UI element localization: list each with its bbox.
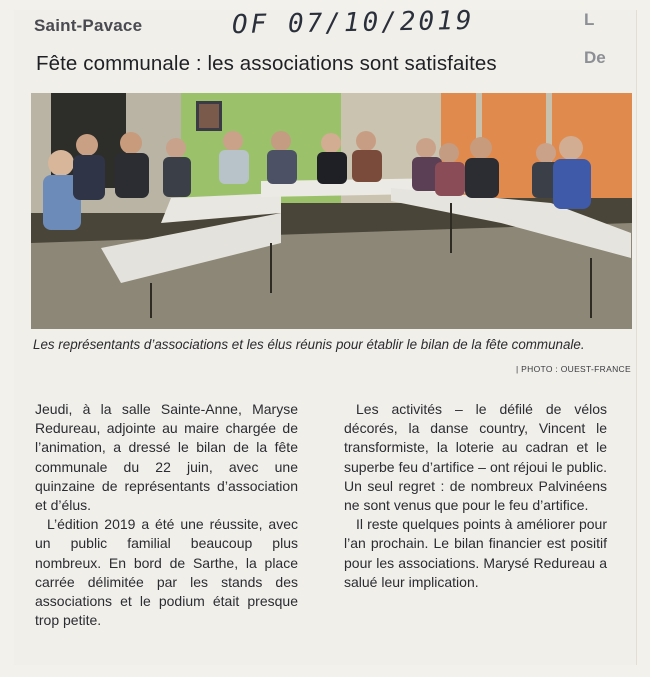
paragraph: L’édition 2019 a été une réussite, avec un public familial beaucoup plus nombreux. En bord de Sarthe, la place carrée délimitée par les stands des associations et le podium était presque trop petite. — [35, 516, 298, 629]
handwritten-date-note: OF 07/10/2019 — [231, 5, 475, 41]
adjacent-article-fragment — [578, 8, 638, 68]
article-photo — [31, 93, 632, 329]
paragraph: Jeudi, à la salle Sainte-Anne, Maryse Redureau, adjointe au maire chargée de l’animation, a dressé le bilan de la fête communale du 22 juin, avec une quinzaine de représentants d’association et d’élus. — [35, 401, 298, 514]
article-headline: Fête communale : les associations sont satisfaites — [36, 52, 497, 75]
meeting-photo-illustration — [31, 93, 632, 329]
photo-credit: | PHOTO : OUEST-FRANCE — [516, 364, 631, 374]
article-column-1 — [35, 400, 298, 630]
adjacent-fragment-top: L — [584, 10, 595, 29]
photo-caption: Les représentants d’associations et les élus réunis pour établir le bilan de la fête communale. — [33, 337, 585, 352]
article-column-2 — [344, 400, 607, 592]
paragraph: Il reste quelques points à améliorer pour l’an prochain. Le bilan financier est positif pour les associations. Marysé Redureau a salué leur implication. — [344, 516, 607, 590]
section-label: Saint-Pavace — [34, 16, 143, 35]
adjacent-fragment-mid: De — [584, 48, 606, 67]
paragraph: Les activités – le défilé de vélos décorés, la danse country, Vincent le transformiste, la loterie au cadran et le superbe feu d’artifice – ont réjoui le public. Un seul regret : de nombreux Palvinéens ne sont venus que pour le feu d’artifice. — [344, 401, 607, 514]
